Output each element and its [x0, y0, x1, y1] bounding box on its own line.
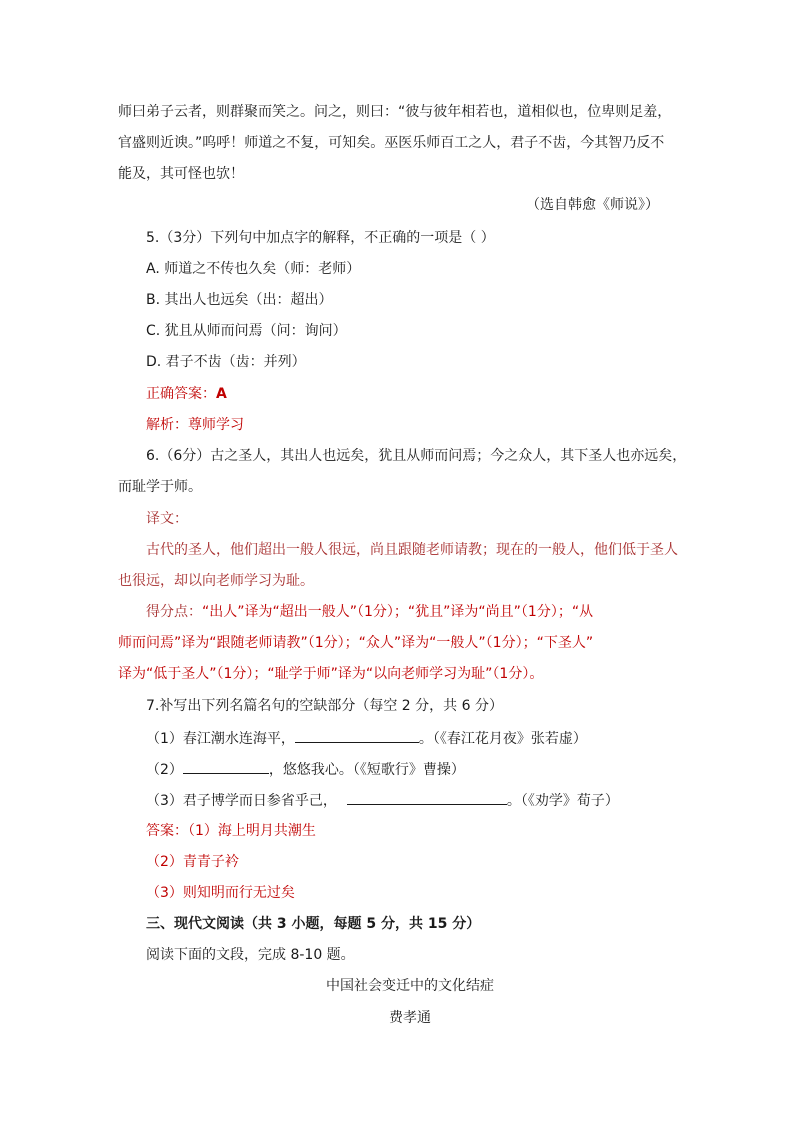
article-title: 中国社会变迁中的文化结症	[326, 978, 494, 994]
q6-scoring-text-1: “出人”译为“超出一般人”（1分）；“犹且”译为“尚且”（1分）；“从	[202, 604, 594, 620]
q5-answer	[146, 384, 227, 404]
q7-item-2	[146, 758, 465, 780]
q7-item-3	[146, 789, 619, 811]
q5-answer-value: A	[216, 386, 227, 402]
passage-line-3: 能及，其可怪也欤！	[118, 166, 244, 182]
q6-stem-line-2: 而耻学于师。	[118, 479, 202, 495]
passage-line-1: 师曰弟子云者，则群聚而笑之。问之，则曰：“彼与彼年相若也，道相似也，位卑则足羞，	[118, 104, 672, 120]
q7-item-2-source: ，悠悠我心。（《短歌行》曹操）	[268, 762, 465, 778]
q5-stem: 5.（3分）下列句中加点字的解释，不正确的一项是（ ）	[146, 230, 495, 246]
q7-stem: 7.补写出下列名篇名句的空缺部分（每空 2 分，共 6 分）	[146, 698, 503, 714]
q6-scoring-label: 得分点：	[146, 604, 202, 620]
q6-stem-line-1: 6.（6分）古之圣人，其出人也远矣，犹且从师而问焉；今之众人，其下圣人也亦远矣，	[146, 448, 687, 464]
q6-scoring-line-1	[146, 602, 593, 622]
q6-scoring-line-3: 译为“低于圣人”（1分）；“耻学于师”译为“以向老师学习为耻”（1分）。	[118, 666, 544, 682]
q7-item-3-blank	[347, 789, 507, 805]
q5-analysis: 解析：尊师学习	[146, 417, 244, 433]
q6-scoring-line-2: 师而问焉”译为“跟随老师请教”（1分）；“众人”译为“一般人”（1分）；“下圣人”	[118, 635, 594, 651]
q7-answer-1: 答案：（1）海上明月共潮生	[146, 823, 316, 839]
q7-answer-3: （3）则知明而行无过矣	[146, 885, 295, 901]
q5-option-c: C. 犹且从师而问焉（问：询问）	[146, 323, 347, 339]
q7-item-2-blank	[183, 758, 269, 774]
q7-item-3-source: 。（《劝学》荀子）	[506, 793, 619, 809]
article-author: 费孝通	[389, 1010, 431, 1026]
q5-option-a: A. 师道之不传也久矣（师：老师）	[146, 261, 361, 277]
q6-translation-line-2: 也很远，却以向老师学习为耻。	[118, 573, 314, 589]
q5-answer-label: 正确答案：	[146, 386, 216, 402]
q7-item-1	[146, 727, 587, 749]
q6-translation-line-1: 古代的圣人，他们超出一般人很远，尚且跟随老师请教；现在的一般人，他们低于圣人	[146, 542, 678, 558]
passage-source: （选自韩愈《师说》）	[526, 197, 659, 213]
q5-option-b: B. 其出人也远矣（出：超出）	[146, 292, 333, 308]
section-3-heading: 三、现代文阅读（共 3 小题，每题 5 分，共 15 分）	[146, 916, 481, 932]
q7-item-1-source: 。（《春江花月夜》张若虚）	[418, 731, 587, 747]
q7-item-3-text: （3）君子博学而日参省乎己，	[146, 793, 337, 809]
passage-line-2: 官盛则近谀。”呜呼！师道之不复，可知矣。巫医乐师百工之人，君子不齿，今其智乃反不	[118, 135, 665, 151]
q7-item-2-text: （2）	[146, 762, 183, 778]
q7-item-1-blank	[295, 727, 419, 743]
section-3-instruction: 阅读下面的文段，完成 8-10 题。	[146, 947, 355, 963]
q7-answer-2: （2）青青子衿	[146, 854, 239, 870]
q6-translation-label: 译文：	[146, 511, 188, 527]
q5-option-d: D. 君子不齿（齿：并列）	[146, 354, 306, 370]
q7-item-1-text: （1）春江潮水连海平，	[146, 731, 295, 747]
